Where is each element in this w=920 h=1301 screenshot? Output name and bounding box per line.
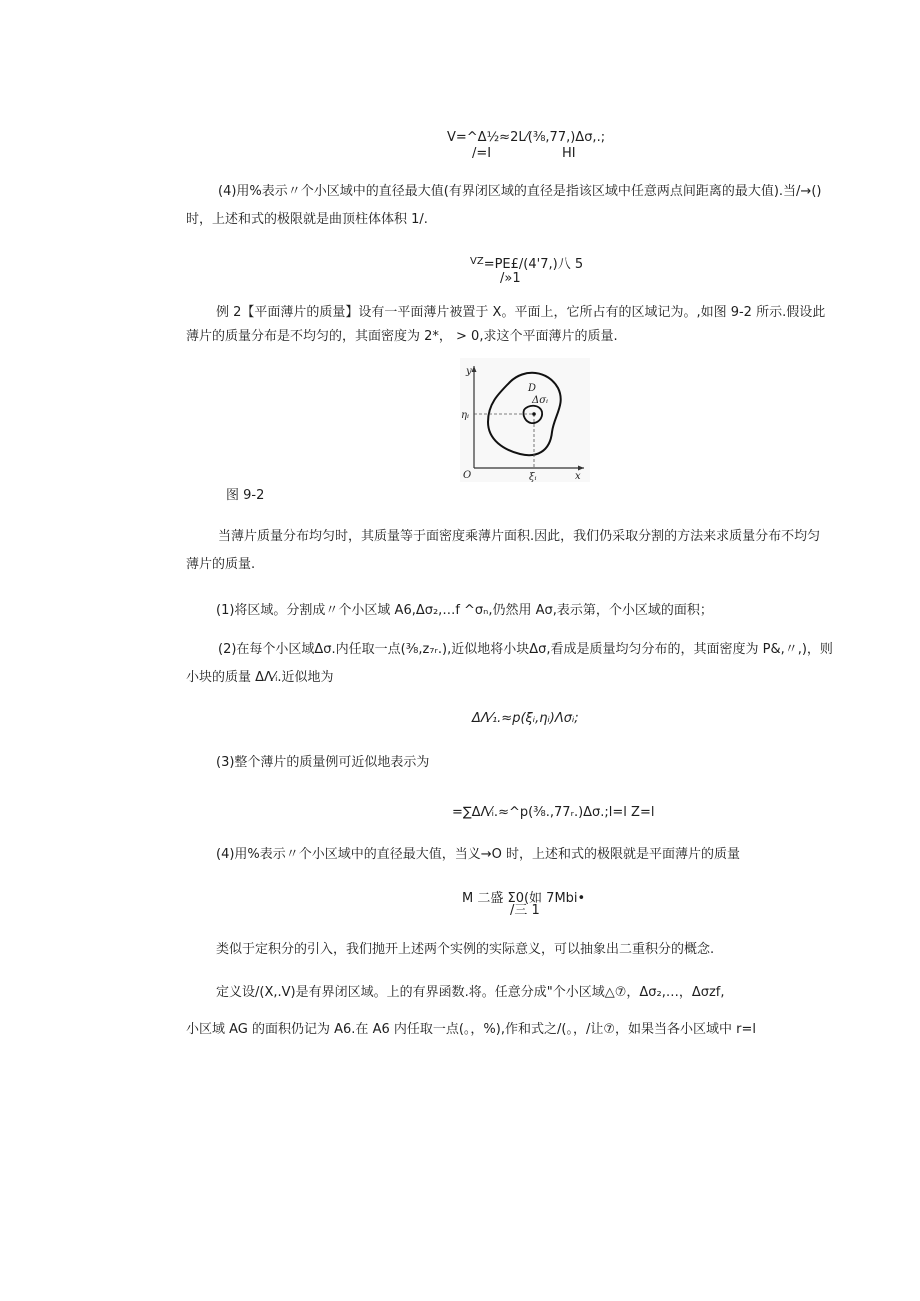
paragraph-definition-line-2: 小区域 AG 的面积仍记为 A6.在 A6 内任取一点(。，%),作和式之/(。，/让⑦，如果当各小区域中 r=l xyxy=(186,1022,756,1037)
example-2-line-2: 薄片的质量分布是不均匀的，其面密度为 2*， > 0,求这个平面薄片的质量. xyxy=(186,329,618,344)
origin-label: O xyxy=(463,470,472,481)
x-axis-label: x xyxy=(575,471,581,482)
sample-point xyxy=(532,412,536,416)
formula-volume-sub-right: HI xyxy=(562,146,576,161)
delta-sigma-label: Δσᵢ xyxy=(532,395,549,406)
formula-mass-limit: M 二盛 Σ0(如 7Mbi• xyxy=(462,891,586,906)
formula-volume-sum xyxy=(447,130,605,146)
paragraph-uniform-line-2: 薄片的质量. xyxy=(186,557,256,572)
paragraph-analogy: 类似于定积分的引入，我们抛开上述两个实例的实际意义，可以抽象出二重积分的概念. xyxy=(216,942,715,957)
formula-mass-sum: =∑ΔΛ⁄ᵢ.≈^p(⅜.,77ᵣ.)Δσ.;l=l Z=l xyxy=(452,805,655,820)
paragraph-mass-step-4: (4)用%表示〃个小区域中的直径最大值，当义→O 时，上述和式的极限就是平面薄片的质量 xyxy=(216,847,741,862)
formula-volume-sub-left: /=I xyxy=(472,146,492,161)
eta-label: ηᵢ xyxy=(461,410,470,421)
formula-volume-limit-sub: /»1 xyxy=(500,271,521,286)
figure-caption: 图 9-2 xyxy=(226,488,265,503)
y-axis-label: y xyxy=(466,366,472,377)
paragraph-mass-step-1: (1)将区域。分割成〃个小区域 A6,Δσ₂,…f ^σₙ,仍然用 Aσ,表示第，个小区域的面积； xyxy=(216,603,713,618)
region-d-label: D xyxy=(528,383,537,394)
paragraph-mass-step-2-line-2: 小块的质量 ΔΛ⁄ᵢ.近似地为 xyxy=(186,670,334,685)
paragraph-uniform-line-1: 当薄片质量分布均匀时，其质量等于面密度乘薄片面积.因此，我们仍采取分割的方法来求质量分布不均匀 xyxy=(218,529,821,544)
example-2-line-1: 例 2【平面薄片的质量】设有一平面薄片被置于 X。平面上，它所占有的区域记为。,如图 9-2 所示.假设此 xyxy=(216,305,826,320)
paragraph-definition-line-1: 定义设/(X,.V)是有界闭区域。上的有界函数.将。任意分成"个小区域△⑦，Δσ₂,…，Δσzf, xyxy=(216,985,725,1000)
xi-label: ξᵢ xyxy=(529,472,537,482)
paragraph-mass-step-2-line-1: (2)在每个小区域Δσ.内任取一点(⅜,z₇ᵣ.),近似地将小块Δσ,看成是质量均匀分布的，其面密度为 P&,〃,)，则 xyxy=(218,642,833,657)
paragraph-step-4-line-2: 时，上述和式的极限就是曲顶柱体体积 1/. xyxy=(186,212,428,227)
formula-volume-limit-main: =PE£/(4'7,)八 5 xyxy=(483,257,584,272)
formula-volume-limit xyxy=(470,254,583,273)
paragraph-step-4-line-1: (4)用%表示〃个小区域中的直径最大值(有界闭区域的直径是指该区域中任意两点间距离的最大值).当/→() xyxy=(218,184,822,199)
formula-volume-limit-sup: VZ xyxy=(470,256,484,267)
formula-volume-main: V=^Δ½≈2L⁄(⅜,77,)Δσ,.; xyxy=(447,130,606,145)
paragraph-mass-step-3: (3)整个薄片的质量例可近似地表示为 xyxy=(216,755,430,770)
formula-small-mass: ΔΛ⁄₁.≈p(ξᵢ,ηᵢ)Λσᵢ; xyxy=(472,711,579,726)
figure-9-2 xyxy=(460,358,590,482)
formula-mass-limit-sub: /三 1 xyxy=(510,903,540,918)
